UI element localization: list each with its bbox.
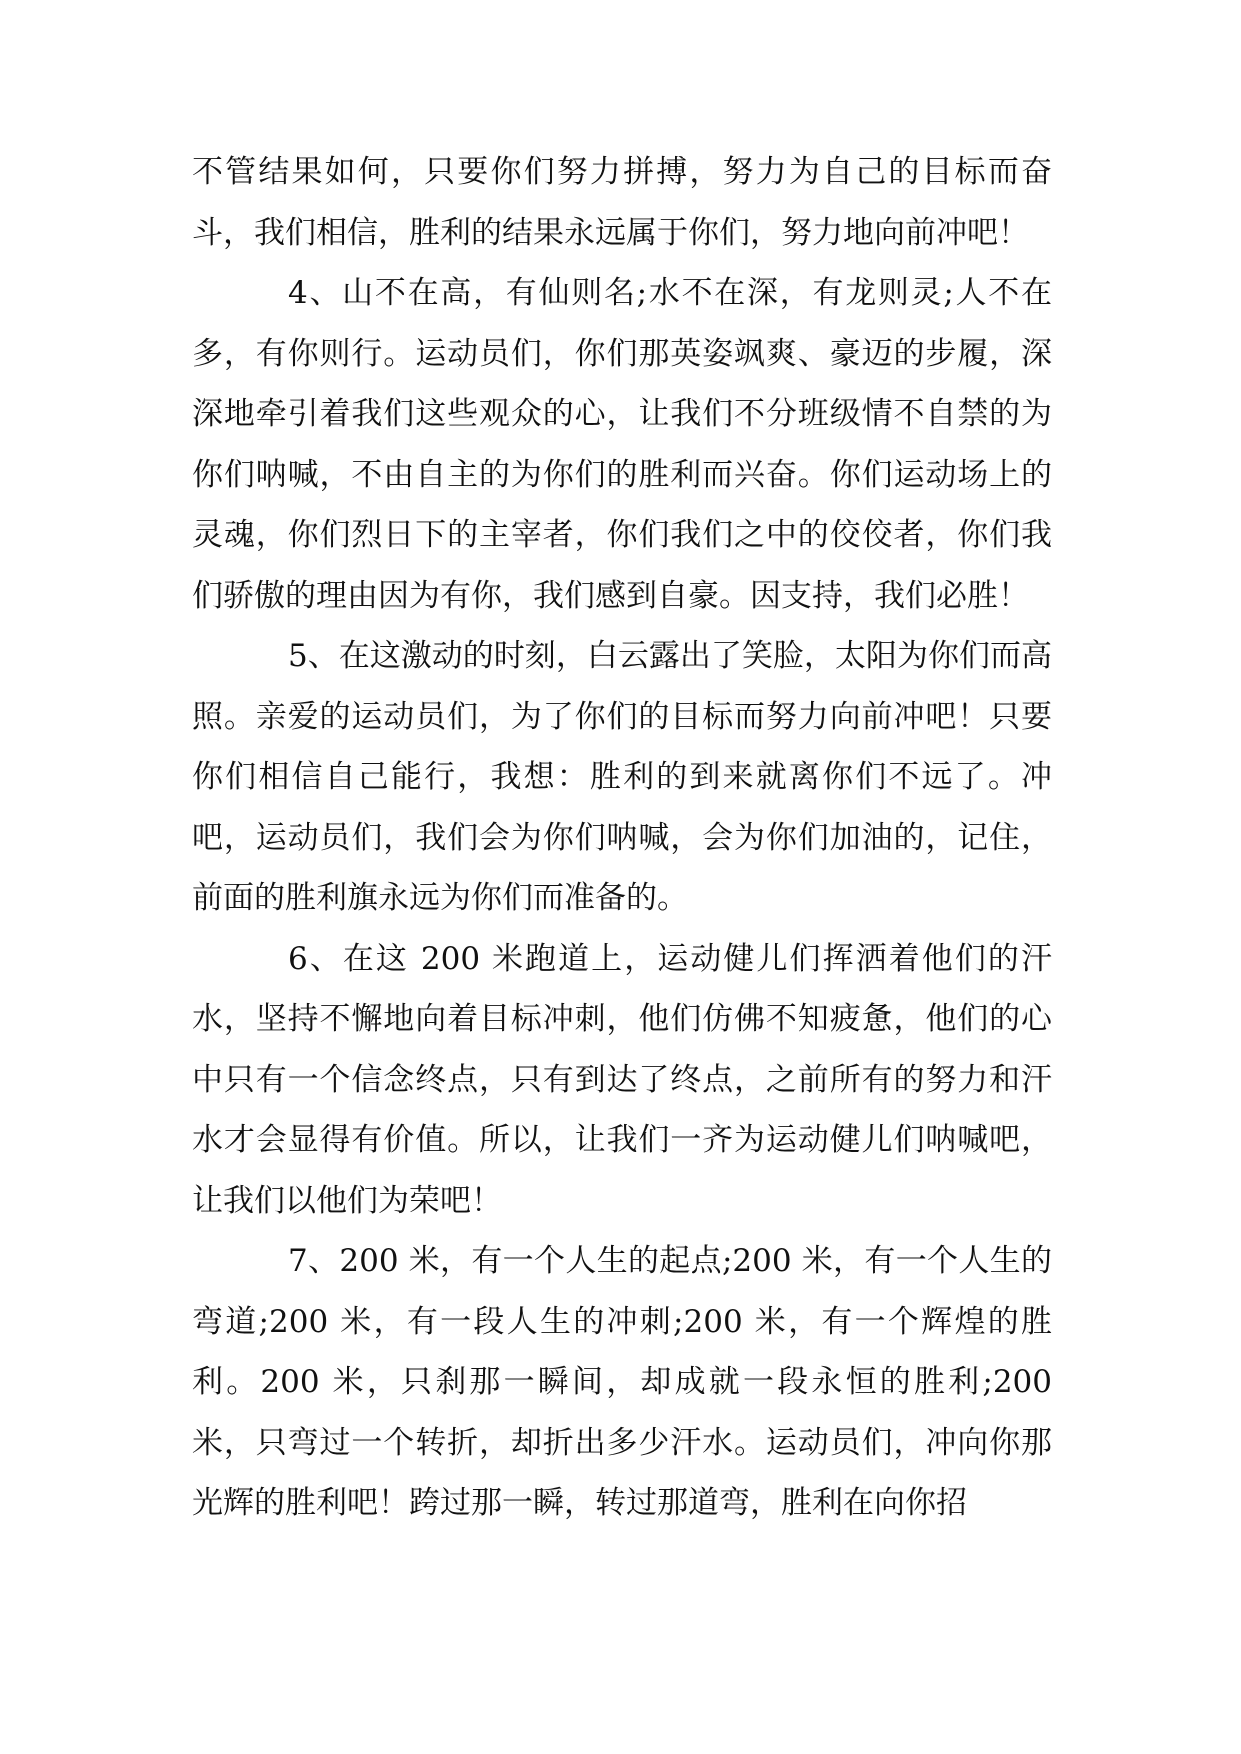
paragraph-6: 6、在这 200 米跑道上，运动健儿们挥洒着他们的汗水，坚持不懈地向着目标冲刺，他们仿佛不知疲惫，他们的心中只有一个信念终点，只有到达了终点，之前所有的努力和汗水才会显得有价值。所以，让我们一齐为运动健儿们呐喊吧，让我们以他们为荣吧！ (192, 940, 1052, 1219)
paragraph-7: 7、200 米，有一个人生的起点;200 米，有一个人生的弯道;200 米，有一段人生的冲刺;200 米，有一个辉煌的胜利。200 米，只刹那一瞬间，却成就一段永恒的胜利;200 米，只弯过一个转折，却折出多少汗水。运动员们，冲向你那光辉的胜利吧！跨过那一瞬，转过那道弯，胜利在向你招 (192, 1243, 1052, 1521)
body-text (192, 142, 1052, 1534)
paragraph-5: 5、在这激动的时刻，白云露出了笑脸，太阳为你们而高照。亲爱的运动员们，为了你们的目标而努力向前冲吧！只要你们相信自己能行，我想：胜利的到来就离你们不远了。冲吧，运动员们，我们会为你们呐喊，会为你们加油的，记住，前面的胜利旗永远为你们而准备的。 (192, 638, 1052, 916)
paragraph-continuation: 不管结果如何，只要你们努力拼搏，努力为自己的目标而奋斗，我们相信，胜利的结果永远属于你们，努力地向前冲吧！ (192, 154, 1052, 251)
paragraph-4: 4、山不在高，有仙则名;水不在深，有龙则灵;人不在多，有你则行。运动员们，你们那英姿飒爽、豪迈的步履，深深地牵引着我们这些观众的心，让我们不分班级情不自禁的为你们呐喊，不由自主的为你们的胜利而兴奋。你们运动场上的灵魂，你们烈日下的主宰者，你们我们之中的佼佼者，你们我们骄傲的理由因为有你，我们感到自豪。因支持，我们必胜！ (192, 275, 1052, 614)
